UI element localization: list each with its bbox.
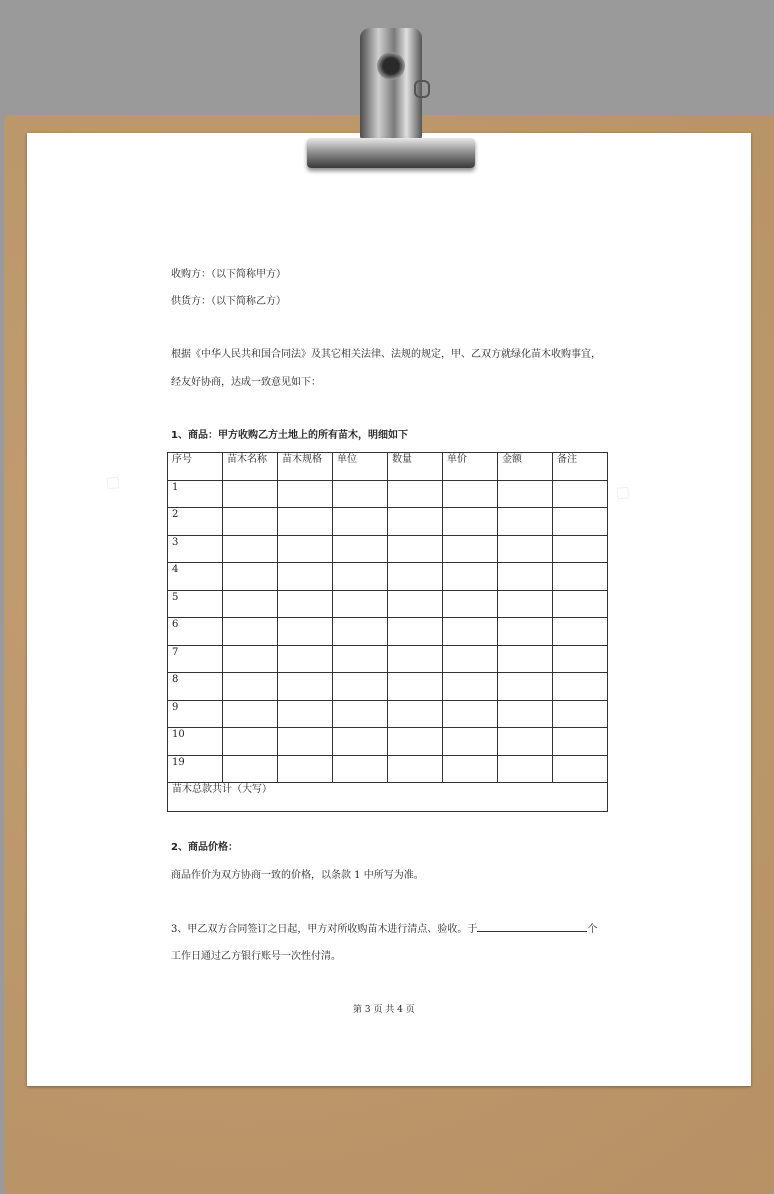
section-2-body: 商品作价为双方协商一致的价格，以条款 1 中所写为准。 <box>171 870 424 881</box>
table-row <box>168 618 608 646</box>
table-cell[interactable] <box>223 508 278 536</box>
table-cell[interactable] <box>443 755 498 783</box>
total-amount-cell[interactable]: 苗木总款共计（大写） <box>168 783 608 812</box>
row-number-cell: 19 <box>168 755 223 783</box>
table-cell[interactable] <box>553 645 608 673</box>
table-cell[interactable] <box>553 508 608 536</box>
row-number-cell: 3 <box>168 535 223 563</box>
row-number-cell: 4 <box>168 563 223 591</box>
row-number-cell: 7 <box>168 645 223 673</box>
table-cell[interactable] <box>278 755 333 783</box>
column-header: 苗木规格 <box>278 453 333 481</box>
buyer-line: 收购方：（以下简称甲方） <box>171 269 286 280</box>
table-cell[interactable] <box>278 590 333 618</box>
table-cell[interactable] <box>553 563 608 591</box>
table-cell[interactable] <box>333 728 388 756</box>
column-header: 序号 <box>168 453 223 481</box>
table-cell[interactable] <box>333 755 388 783</box>
table-row <box>168 563 608 591</box>
table-cell[interactable] <box>443 590 498 618</box>
table-row <box>168 755 608 783</box>
table-cell[interactable] <box>498 590 553 618</box>
table-cell[interactable] <box>388 508 443 536</box>
table-cell[interactable] <box>388 700 443 728</box>
table-cell[interactable] <box>388 590 443 618</box>
table-cell[interactable] <box>498 618 553 646</box>
table-cell[interactable] <box>388 728 443 756</box>
table-cell[interactable] <box>223 618 278 646</box>
table-cell[interactable] <box>333 700 388 728</box>
table-cell[interactable] <box>443 728 498 756</box>
section-3-line-1 <box>171 920 597 935</box>
binder-clip-hole <box>377 52 405 80</box>
table-cell[interactable] <box>223 645 278 673</box>
table-cell[interactable] <box>443 673 498 701</box>
table-row <box>168 535 608 563</box>
table-cell[interactable] <box>223 728 278 756</box>
table-cell[interactable] <box>333 673 388 701</box>
row-number-cell: 2 <box>168 508 223 536</box>
row-number-cell: 9 <box>168 700 223 728</box>
table-cell[interactable] <box>498 700 553 728</box>
table-cell[interactable] <box>553 480 608 508</box>
table-cell[interactable] <box>333 563 388 591</box>
table-cell[interactable] <box>333 508 388 536</box>
table-cell[interactable] <box>553 755 608 783</box>
column-header: 单位 <box>333 453 388 481</box>
column-header: 数量 <box>388 453 443 481</box>
table-cell[interactable] <box>498 728 553 756</box>
intro-line-2: 经友好协商，达成一致意见如下： <box>171 377 321 388</box>
table-cell[interactable] <box>498 480 553 508</box>
table-cell[interactable] <box>278 618 333 646</box>
binder-clip-wire <box>414 80 430 98</box>
table-cell[interactable] <box>333 645 388 673</box>
table-cell[interactable] <box>388 535 443 563</box>
table-row <box>168 728 608 756</box>
table-row <box>168 673 608 701</box>
table-cell[interactable] <box>498 755 553 783</box>
table-cell[interactable] <box>278 508 333 536</box>
table-cell[interactable] <box>443 563 498 591</box>
table-cell[interactable] <box>223 535 278 563</box>
table-row <box>168 700 608 728</box>
table-cell[interactable] <box>443 645 498 673</box>
table-cell[interactable] <box>278 535 333 563</box>
table-cell[interactable] <box>553 618 608 646</box>
table-cell[interactable] <box>223 673 278 701</box>
table-cell[interactable] <box>278 700 333 728</box>
section-2-title: 2、商品价格： <box>171 842 238 853</box>
table-cell[interactable] <box>278 728 333 756</box>
table-cell[interactable] <box>278 480 333 508</box>
table-cell[interactable] <box>223 755 278 783</box>
row-number-cell: 5 <box>168 590 223 618</box>
table-cell[interactable] <box>223 563 278 591</box>
table-cell[interactable] <box>333 535 388 563</box>
table-cell[interactable] <box>553 700 608 728</box>
row-number-cell: 8 <box>168 673 223 701</box>
table-cell[interactable] <box>498 563 553 591</box>
column-header: 备注 <box>553 453 608 481</box>
column-header: 金额 <box>498 453 553 481</box>
table-cell[interactable] <box>223 480 278 508</box>
table-cell[interactable] <box>333 480 388 508</box>
binder-clip-lever <box>360 28 422 140</box>
binder-clip-base <box>307 138 475 168</box>
row-number-cell: 10 <box>168 728 223 756</box>
page-indicator: 第 3 页 共 4 页 <box>353 1005 415 1015</box>
table-cell[interactable] <box>333 590 388 618</box>
table-cell[interactable] <box>553 590 608 618</box>
section-3-suffix: 个 <box>587 924 598 935</box>
total-row <box>168 783 608 812</box>
table-cell[interactable] <box>443 618 498 646</box>
table-cell[interactable] <box>388 618 443 646</box>
table-cell[interactable] <box>498 508 553 536</box>
table-cell[interactable] <box>388 563 443 591</box>
table-cell[interactable] <box>388 755 443 783</box>
table-cell[interactable] <box>278 645 333 673</box>
table-row <box>168 480 608 508</box>
row-number-cell: 6 <box>168 618 223 646</box>
watermark: ◇ <box>98 467 128 498</box>
table-cell[interactable] <box>498 535 553 563</box>
column-header: 苗木名称 <box>223 453 278 481</box>
section-3-line-2: 工作日通过乙方银行账号一次性付清。 <box>171 951 341 962</box>
table-cell[interactable] <box>498 673 553 701</box>
watermark: ◇ <box>608 477 638 508</box>
table-cell[interactable] <box>223 590 278 618</box>
table-cell[interactable] <box>223 700 278 728</box>
row-number-cell: 1 <box>168 480 223 508</box>
table-row <box>168 645 608 673</box>
section-1-title: 1、商品：甲方收购乙方土地上的所有苗木，明细如下 <box>171 430 408 441</box>
seedling-table <box>167 452 608 812</box>
table-cell[interactable] <box>388 480 443 508</box>
table-cell[interactable] <box>553 673 608 701</box>
table-cell[interactable] <box>278 673 333 701</box>
table-cell[interactable] <box>553 728 608 756</box>
table-row <box>168 508 608 536</box>
table-cell[interactable] <box>498 645 553 673</box>
table-cell[interactable] <box>388 645 443 673</box>
supplier-line: 供货方：（以下简称乙方） <box>171 296 286 307</box>
table-cell[interactable] <box>333 618 388 646</box>
days-blank-field[interactable] <box>477 921 587 932</box>
intro-line-1: 根据《中华人民共和国合同法》及其它相关法律、法规的规定，甲、乙双方就绿化苗木收购事宜， <box>171 349 601 360</box>
column-header: 单价 <box>443 453 498 481</box>
table-cell[interactable] <box>443 508 498 536</box>
table-cell[interactable] <box>443 480 498 508</box>
table-cell[interactable] <box>443 535 498 563</box>
table-cell[interactable] <box>278 563 333 591</box>
table-cell[interactable] <box>553 535 608 563</box>
section-3-prefix: 3、甲乙双方合同签订之日起，甲方对所收购苗木进行清点、验收。于 <box>171 924 478 935</box>
table-row <box>168 590 608 618</box>
table-header-row <box>168 453 608 481</box>
table-cell[interactable] <box>388 673 443 701</box>
table-cell[interactable] <box>443 700 498 728</box>
